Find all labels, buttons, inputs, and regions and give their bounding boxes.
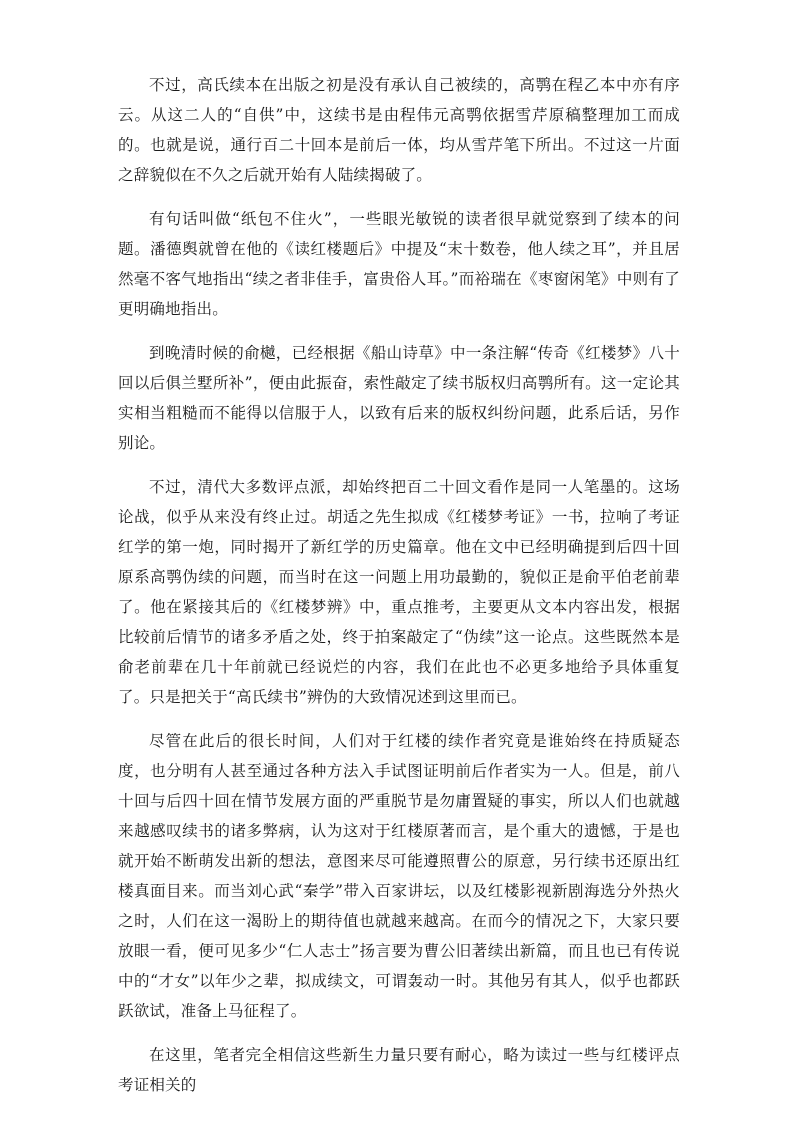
article-body [118, 70, 680, 1114]
paragraph-6: 在这里，笔者完全相信这些新生力量只要有耐心，略为读过一些与红楼评点考证相关的 [118, 1046, 680, 1094]
paragraph-4: 不过，清代大多数评点派，却始终把百二十回文看作是同一人笔墨的。这场论战，似乎从来没有终止过。胡适之先生拟成《红楼梦考证》一书，拉响了考证红学的第一炮，同时揭开了新红学的历史篇章。他在文中已经明确提到后四十回原系高鹗伪续的问题，而当时在这一问题上用功最勤的，貌似正是俞平伯老前辈了。他在紧接其后的《红楼梦辨》中，重点推考，主要更从文本内容出发，根据比较前后情节的诸多矛盾之处，终于拍案敲定了“伪续”这一论点。这些既然本是俞老前辈在几十年前就已经说烂的内容，我们在此也不必更多地给予具体重复了。只是把关于“高氏续书”辨伪的大致情况述到这里而已。 [118, 478, 680, 706]
paragraph-3: 到晚清时候的俞樾，已经根据《船山诗草》中一条注解“传奇《红楼梦》八十回以后俱兰墅所补”，便由此振奋，索性敲定了续书版权归高鹗所有。这一定论其实相当粗糙而不能得以信服于人，以致有后来的版权纠纷问题，此系后话，另作别论。 [118, 344, 680, 452]
paragraph-1: 不过，高氏续本在出版之初是没有承认自己被续的，高鹗在程乙本中亦有序云。从这二人的“自供”中，这续书是由程伟元高鹗依据雪芹原稿整理加工而成的。也就是说，通行百二十回本是前后一体，均从雪芹笔下所出。不过这一片面之辞貌似在不久之后就开始有人陆续揭破了。 [118, 76, 680, 184]
paragraph-2: 有句话叫做“纸包不住火”，一些眼光敏锐的读者很早就觉察到了续本的问题。潘德舆就曾在他的《读红楼题后》中提及“末十数卷，他人续之耳”，并且居然毫不客气地指出“续之者非佳手，富贵俗人耳。”而裕瑞在《枣窗闲笔》中则有了更明确地指出。 [118, 210, 680, 318]
paragraph-5: 尽管在此后的很长时间，人们对于红楼的续作者究竟是谁始终在持质疑态度，也分明有人甚至通过各种方法入手试图证明前后作者实为一人。但是，前八十回与后四十回在情节发展方面的严重脱节是勿庸置疑的事实，所以人们也就越来越感叹续书的诸多弊病，认为这对于红楼原著而言，是个重大的遗憾，于是也就开始不断萌发出新的想法，意图来尽可能遵照曹公的原意，另行续书还原出红楼真面目来。而当刘心武“秦学”带入百家讲坛，以及红楼影视新剧海选分外热火之时，人们在这一渴盼上的期待值也就越来越高。在而今的情况之下，大家只要放眼一看，便可见多少“仁人志士”扬言要为曹公旧著续出新篇，而且也已有传说中的“才女”以年少之辈，拟成续文，可谓轰动一时。其他另有其人，似乎也都跃跃欲试，准备上马征程了。 [118, 732, 680, 1020]
